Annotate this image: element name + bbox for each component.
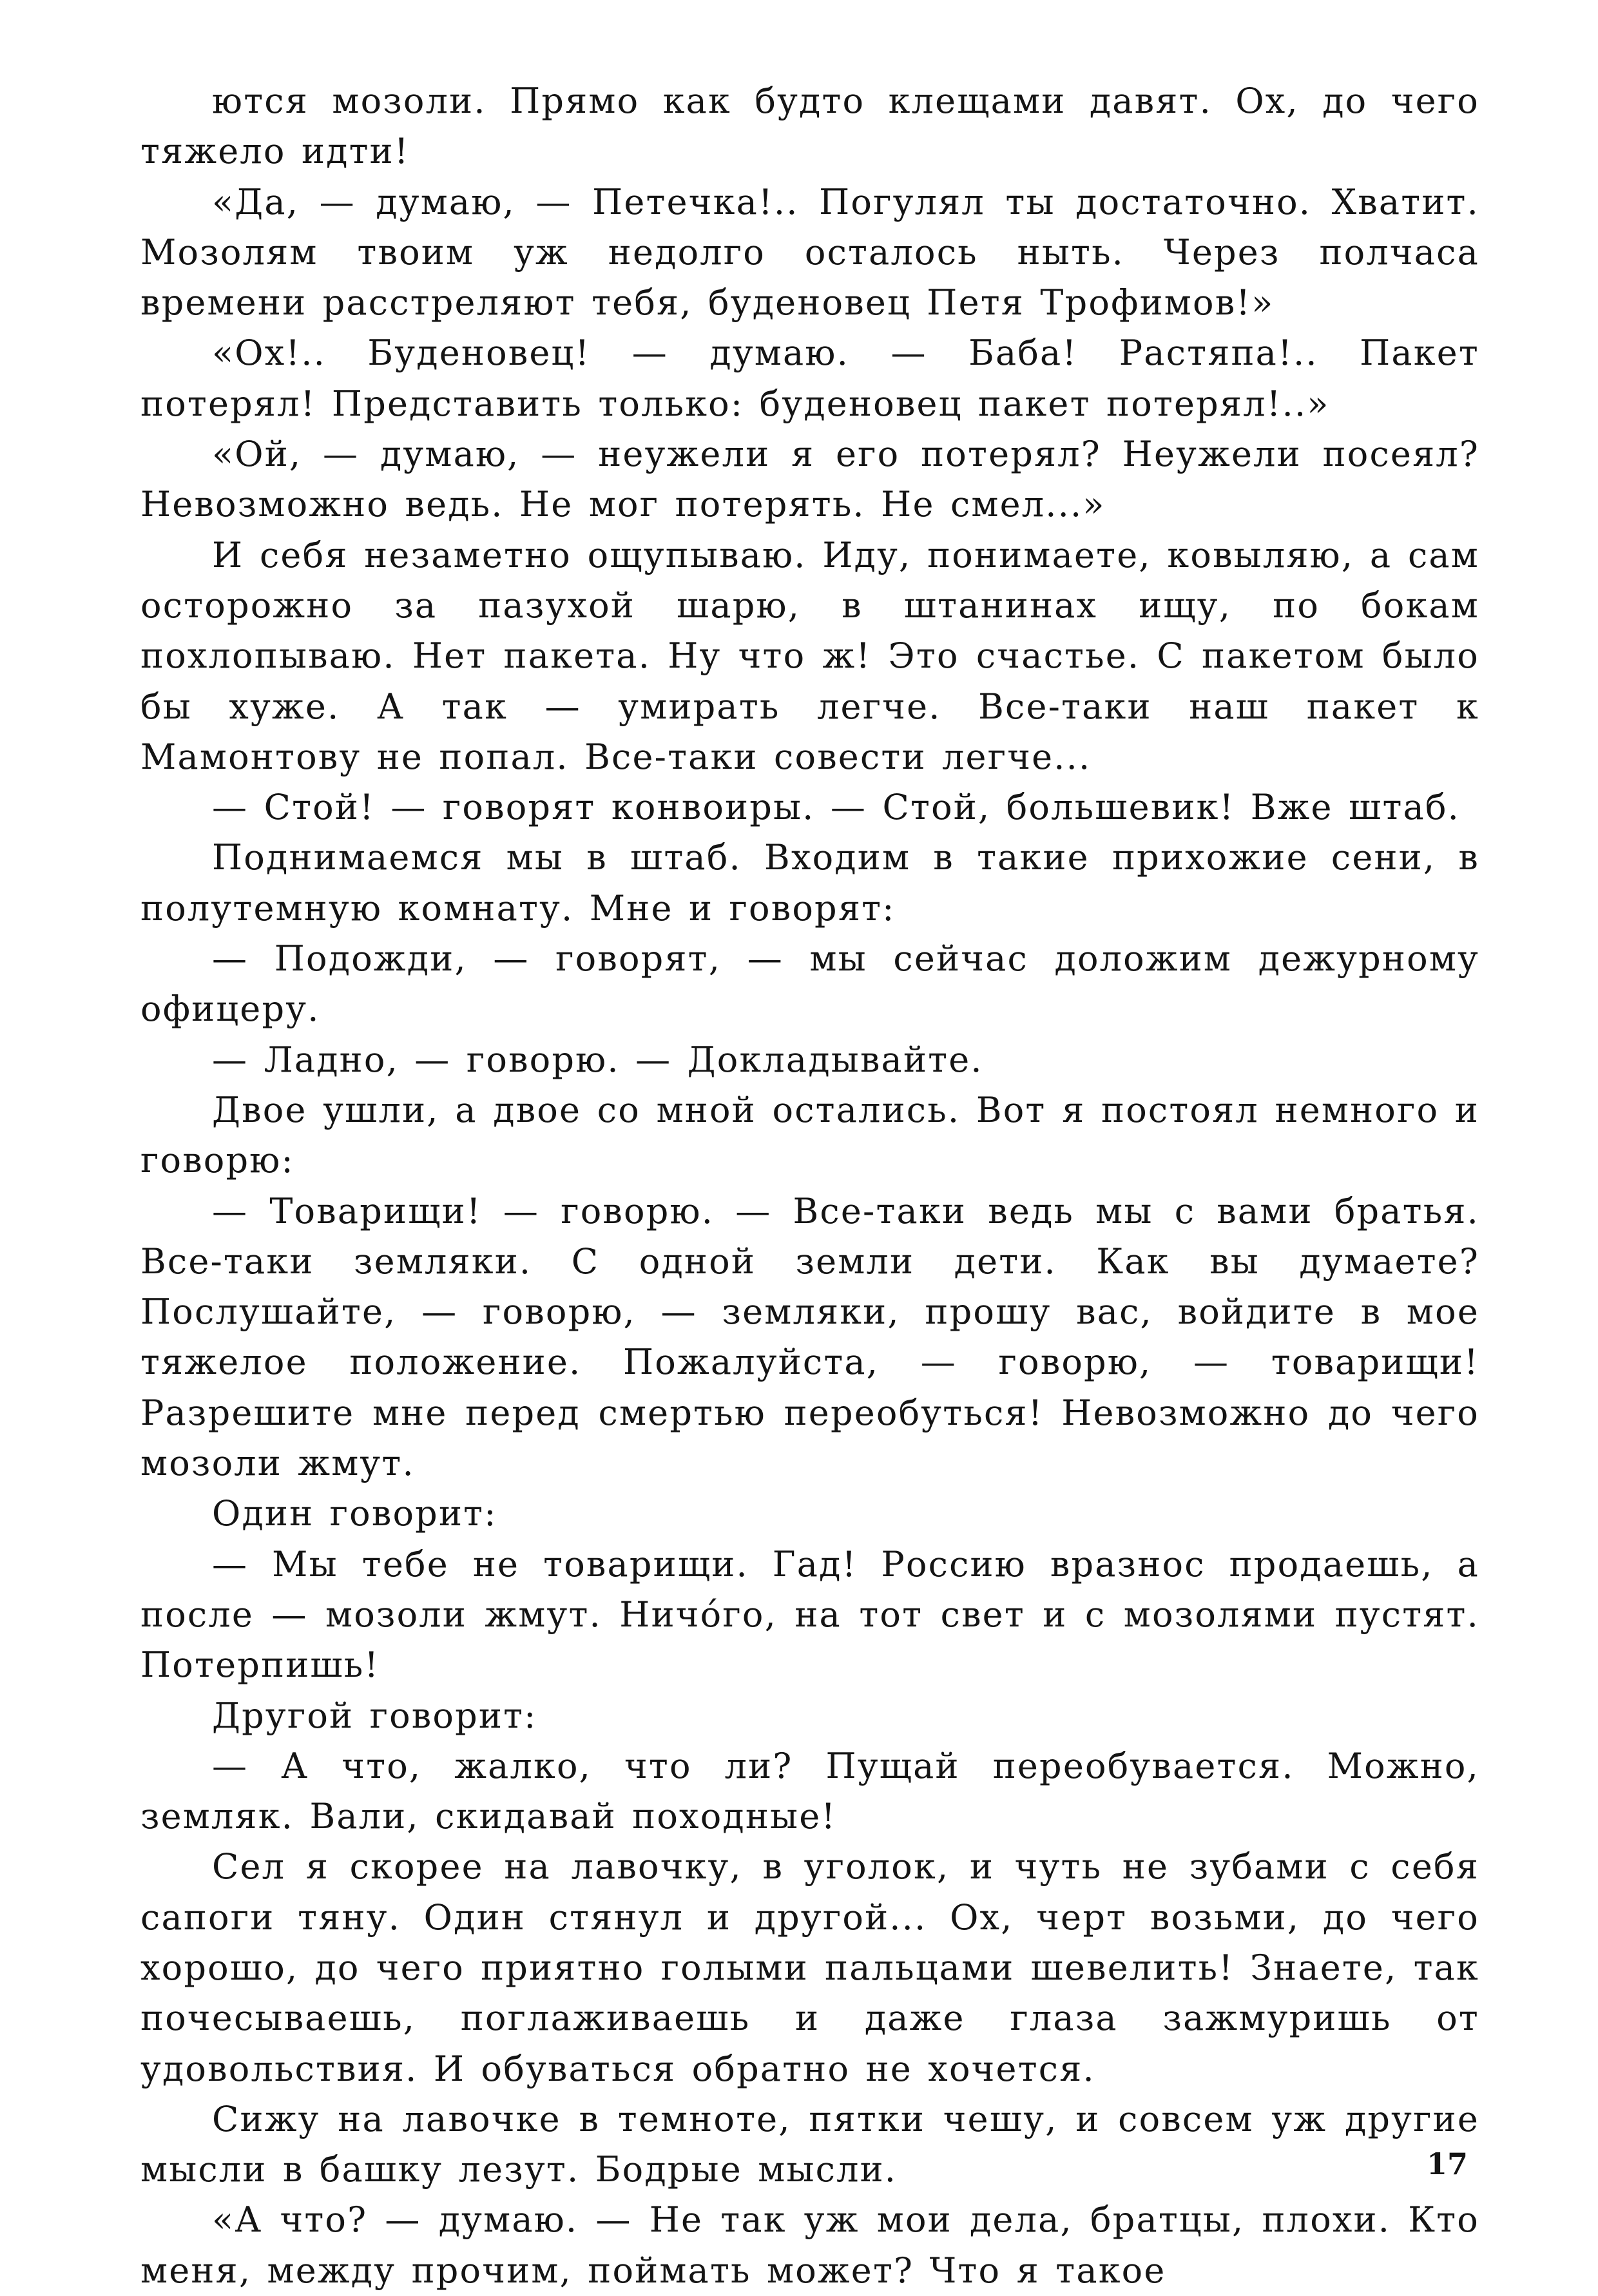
paragraph-2: «Да, — думаю, — Петечка!.. Погулял ты достаточно. Хватит. Мозолям твоим уж недолго осталось ныть. Через полчаса времени расстреляют тебя, буденовец Петя Трофимов!» xyxy=(140,181,1479,323)
paragraph-9: — Ладно, — говорю. — Докладывайте. xyxy=(212,1039,983,1080)
paragraph-17: Сижу на лавочке в темноте, пятки чешу, и совсем уж другие мысли в башку лезут. Бодрые мысли. xyxy=(140,2098,1479,2190)
paragraph-13: — Мы тебе не товарищи. Гад! Россию вразнос продаешь, а после — мозоли жмут. Ничо́го, на тот свет и с мозолями пустят. Потерпишь! xyxy=(140,1543,1479,1686)
paragraph-1: ются мозоли. Прямо как будто клещами давят. Ох, до чего тяжело идти! xyxy=(140,81,1479,172)
paragraph-15: — А что, жалко, что ли? Пущай переобувается. Можно, земляк. Вали, скидавай походные! xyxy=(140,1745,1479,1837)
body-text xyxy=(140,76,1479,2296)
paragraph-11: — Товарищи! — говорю. — Все-таки ведь мы с вами братья. Все-таки земляки. С одной земли дети. Как вы думаете? Послушайте, — говорю, — земляки, прошу вас, войдите в мое тяжелое положение. Пожалуйста, — говорю, — товарищи! Разрешите мне перед смертью переобуться! Невозможно до чего мозоли жмут. xyxy=(140,1190,1479,1484)
paragraph-14: Другой говорит: xyxy=(212,1695,537,1736)
paragraph-8: — Подожди, — говорят, — мы сейчас доложим дежурному офицеру. xyxy=(140,938,1479,1030)
paragraph-5: И себя незаметно ощупываю. Иду, понимаете, ковыляю, а сам осторожно за пазухой шарю, в штанинах ищу, по бокам похлопываю. Нет пакета. Ну что ж! Это счастье. С пакетом было бы хуже. А так — умирать легче. Все-таки наш пакет к Мамонтову не попал. Все-таки совести легче... xyxy=(140,534,1479,777)
paragraph-7: Поднимаемся мы в штаб. Входим в такие прихожие сени, в полутемную комнату. Мне и говорят: xyxy=(140,837,1479,929)
paragraph-12: Один говорит: xyxy=(212,1493,497,1534)
paragraph-10: Двое ушли, а двое со мной остались. Вот я постоял немного и говорю: xyxy=(140,1089,1479,1181)
paragraph-4: «Ой, — думаю, — неужели я его потерял? Неужели посеял? Невозможно ведь. Не мог потерять. Не смел...» xyxy=(140,434,1479,525)
paragraph-16: Сел я скорее на лавочку, в уголок, и чуть не зубами с себя сапоги тяну. Один стянул и другой... Ох, черт возьми, до чего хорошо, до чего приятно голыми пальцами шевелить! Знаете, так почесываешь, поглаживаешь и даже глаза зажмуришь от удовольствия. И обуваться обратно не хочется. xyxy=(140,1846,1479,2089)
paragraph-3: «Ох!.. Буденовец! — думаю. — Баба! Растяпа!.. Пакет потерял! Представить только: буденовец пакет потерял!..» xyxy=(140,333,1479,424)
paragraph-18: «А что? — думаю. — Не так уж мои дела, братцы, плохи. Кто меня, между прочим, поймать может? Что я такое xyxy=(140,2199,1479,2291)
page-number: 17 xyxy=(1426,2146,1468,2181)
paragraph-6: — Стой! — говорят конвоиры. — Стой, большевик! Вже штаб. xyxy=(212,787,1461,828)
